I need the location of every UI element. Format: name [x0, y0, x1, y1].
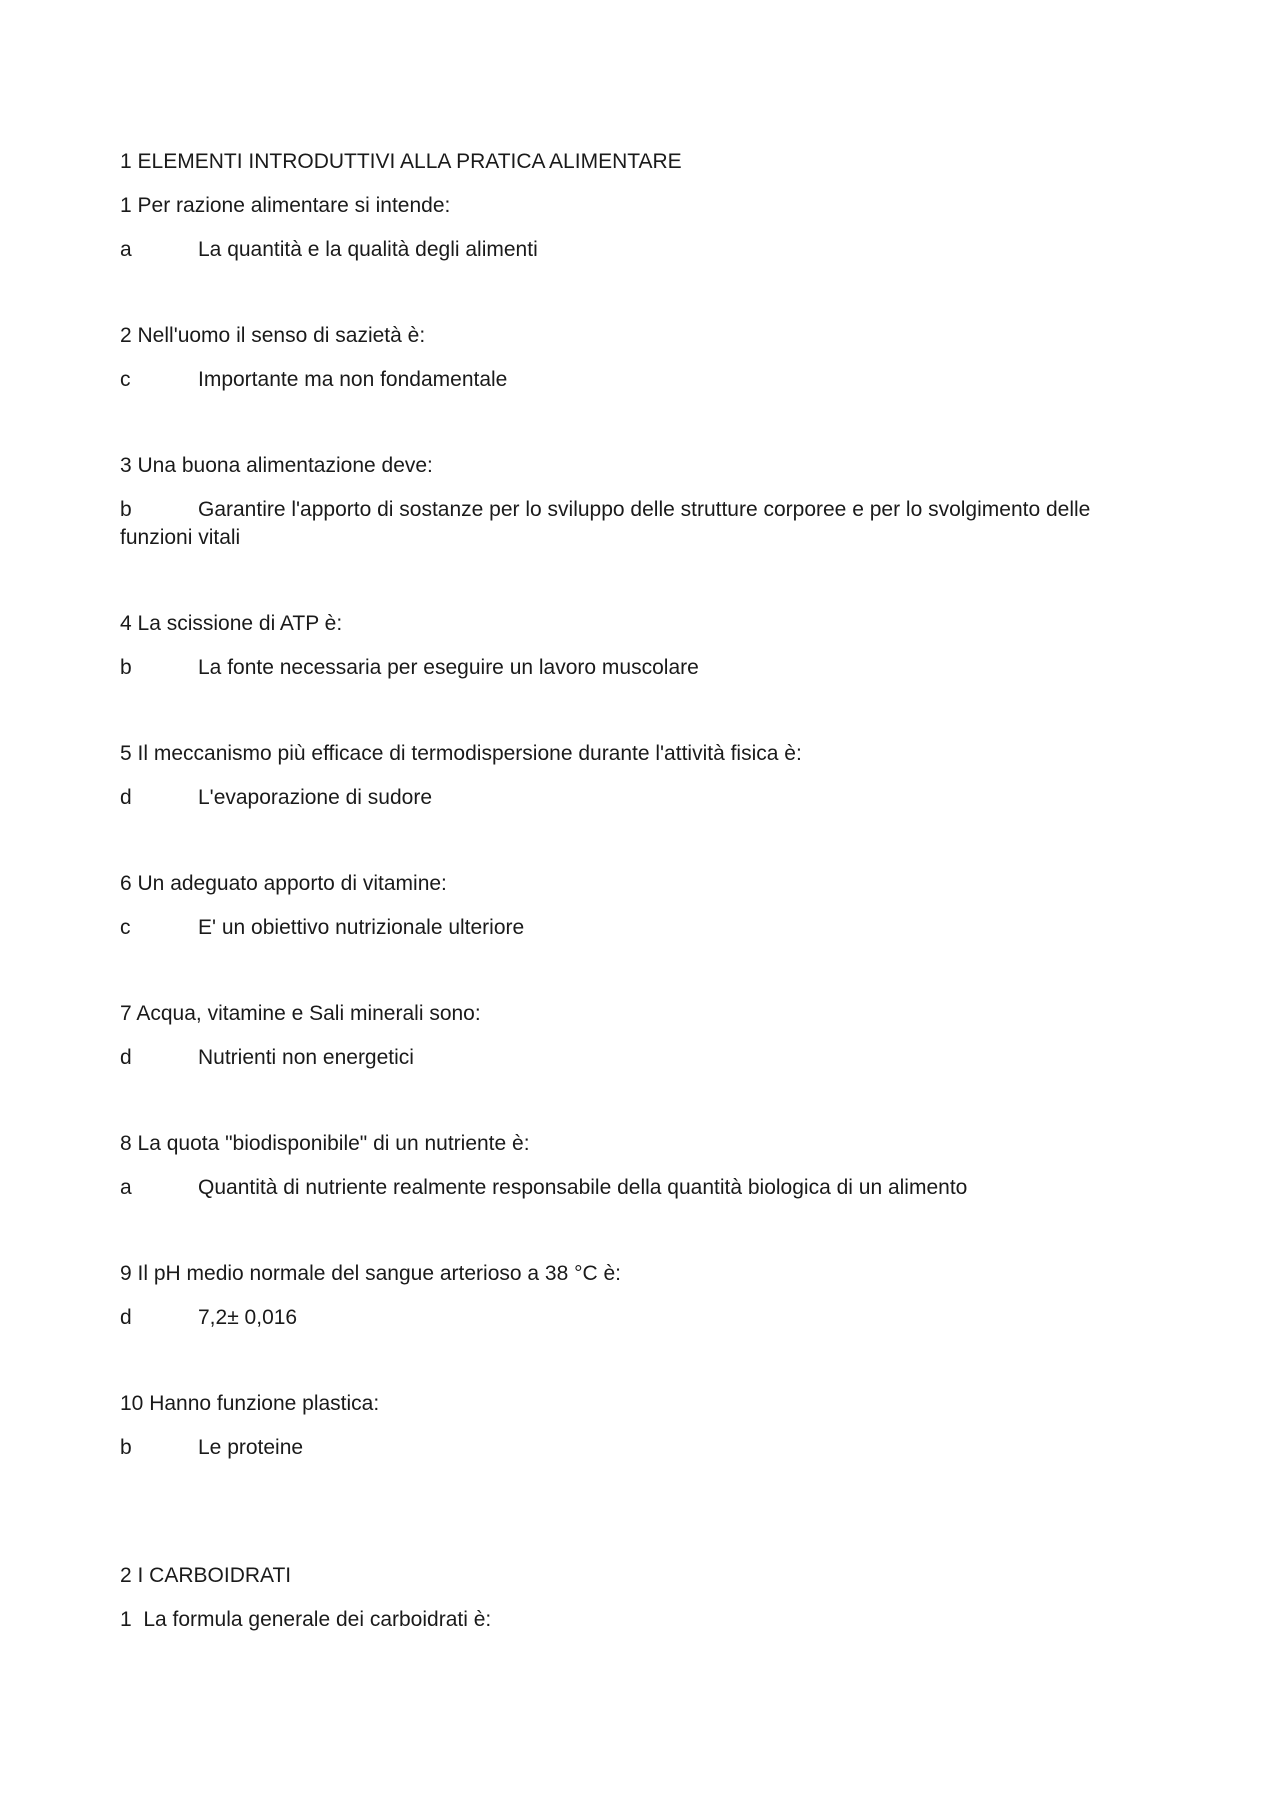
answer-text: L'evaporazione di sudore	[198, 786, 433, 809]
answer-line	[120, 236, 1160, 264]
answer-letter: d	[120, 786, 132, 809]
section-heading: 1 ELEMENTI INTRODUTTIVI ALLA PRATICA ALIMENTARE	[120, 150, 682, 173]
question-text: 2 Nell'uomo il senso di sazietà è:	[120, 324, 426, 347]
answer-letter: d	[120, 1046, 132, 1069]
answer-line	[120, 496, 1160, 552]
answer-line	[120, 366, 1160, 394]
answer-letter: a	[120, 1176, 132, 1199]
answer-letter: c	[120, 368, 131, 391]
answer-line	[120, 914, 1160, 942]
question-text: 5 Il meccanismo più efficace di termodispersione durante l'attività fisica è:	[120, 742, 802, 765]
question-text: 10 Hanno funzione plastica:	[120, 1392, 380, 1415]
question-text: 9 Il pH medio normale del sangue arterioso a 38 °C è:	[120, 1262, 622, 1285]
question-text: 1 La formula generale dei carboidrati è:	[120, 1608, 492, 1631]
answer-text: E' un obiettivo nutrizionale ulteriore	[198, 916, 525, 939]
answer-text: La fonte necessaria per eseguire un lavoro muscolare	[198, 656, 699, 679]
answer-letter: b	[120, 498, 132, 521]
answer-line	[120, 1434, 1160, 1462]
answer-letter: a	[120, 238, 132, 261]
answer-line	[120, 654, 1160, 682]
answer-line	[120, 1174, 1160, 1202]
answer-text: Quantità di nutriente realmente responsabile della quantità biologica di un alimento	[198, 1176, 968, 1199]
document-body	[120, 148, 1160, 1650]
answer-text: Nutrienti non energetici	[198, 1046, 414, 1069]
answer-letter: c	[120, 916, 131, 939]
answer-letter: b	[120, 1436, 132, 1459]
question-text: 6 Un adeguato apporto di vitamine:	[120, 872, 447, 895]
answer-letter: b	[120, 656, 132, 679]
answer-text: La quantità e la qualità degli alimenti	[198, 238, 538, 261]
answer-line	[120, 784, 1160, 812]
answer-text: Importante ma non fondamentale	[198, 368, 508, 391]
answer-text: 7,2± 0,016	[198, 1306, 298, 1329]
question-text: 7 Acqua, vitamine e Sali minerali sono:	[120, 1002, 481, 1025]
question-text: 4 La scissione di ATP è:	[120, 612, 343, 635]
answer-text: Garantire l'apporto di sostanze per lo sviluppo delle strutture corporee e per lo svolgimento delle funzioni vitali	[120, 498, 1091, 549]
answer-text: Le proteine	[198, 1436, 304, 1459]
section-heading: 2 I CARBOIDRATI	[120, 1564, 292, 1587]
question-text: 8 La quota "biodisponibile" di un nutriente è:	[120, 1132, 530, 1155]
answer-line	[120, 1044, 1160, 1072]
answer-letter: d	[120, 1306, 132, 1329]
answer-line	[120, 1304, 1160, 1332]
question-text: 1 Per razione alimentare si intende:	[120, 194, 451, 217]
question-text: 3 Una buona alimentazione deve:	[120, 454, 433, 477]
